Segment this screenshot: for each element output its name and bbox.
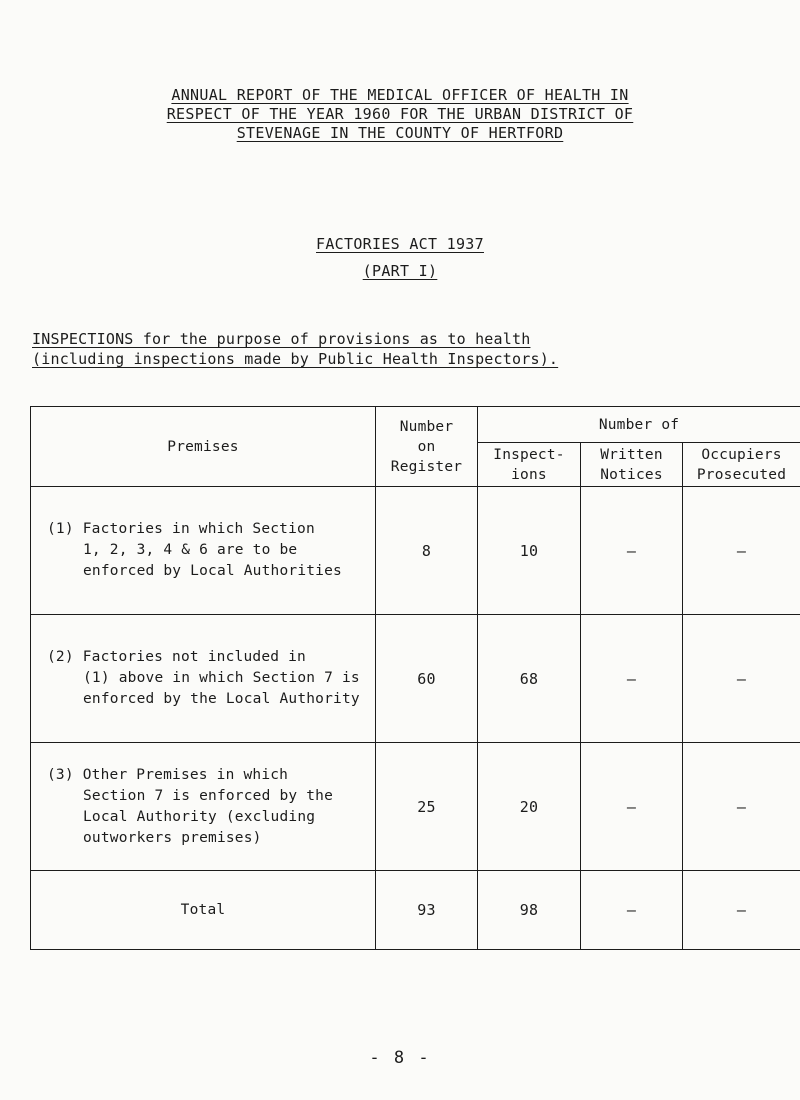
total-notices: – [581, 871, 683, 950]
premises-cell: (3) Other Premises in which Section 7 is enforced by the Local Authority (excluding outworkers premises) [31, 743, 376, 871]
header-written-notices: Written Notices [581, 443, 683, 487]
inspections-cell: 68 [478, 615, 581, 743]
notices-cell: – [581, 615, 683, 743]
header-premises: Premises [31, 407, 376, 487]
intro-text [32, 329, 558, 369]
header-occupiers-prosecuted: Occupiers Prosecuted [683, 443, 800, 487]
prosecuted-cell: – [683, 743, 800, 871]
premises-cell: (1) Factories in which Section 1, 2, 3, 4 & 6 are to be enforced by Local Authorities [31, 487, 376, 615]
title-line-1: ANNUAL REPORT OF THE MEDICAL OFFICER OF HEALTH IN [171, 86, 629, 104]
total-register: 93 [376, 871, 478, 950]
page-number: - 8 - [369, 1048, 431, 1068]
header-inspections: Inspect- ions [478, 443, 581, 487]
table-row [31, 743, 800, 871]
notices-cell: – [581, 487, 683, 615]
header-number-of: Number of [478, 407, 800, 443]
part-title: (PART I) [362, 262, 438, 280]
premises-cell: (2) Factories not included in (1) above in which Section 7 is enforced by the Local Authority [31, 615, 376, 743]
intro-line-1: INSPECTIONS for the purpose of provisions as to health [32, 330, 531, 348]
inspections-table [30, 406, 800, 950]
register-cell: 60 [376, 615, 478, 743]
title-line-2: RESPECT OF THE YEAR 1960 FOR THE URBAN DISTRICT OF [166, 105, 634, 123]
inspections-cell: 20 [478, 743, 581, 871]
report-title [0, 86, 800, 143]
table-row [31, 615, 800, 743]
total-inspections: 98 [478, 871, 581, 950]
intro-line-2: (including inspections made by Public Health Inspectors). [32, 350, 559, 368]
title-line-3: STEVENAGE IN THE COUNTY OF HERTFORD [236, 124, 564, 142]
act-title: FACTORIES ACT 1937 [316, 235, 484, 253]
prosecuted-cell: – [683, 487, 800, 615]
header-number-on-register: Number on Register [376, 407, 478, 487]
total-label: Total [31, 871, 376, 950]
total-prosecuted: – [683, 871, 800, 950]
inspections-cell: 10 [478, 487, 581, 615]
register-cell: 25 [376, 743, 478, 871]
total-row [31, 871, 800, 950]
table-row [31, 487, 800, 615]
register-cell: 8 [376, 487, 478, 615]
prosecuted-cell: – [683, 615, 800, 743]
notices-cell: – [581, 743, 683, 871]
